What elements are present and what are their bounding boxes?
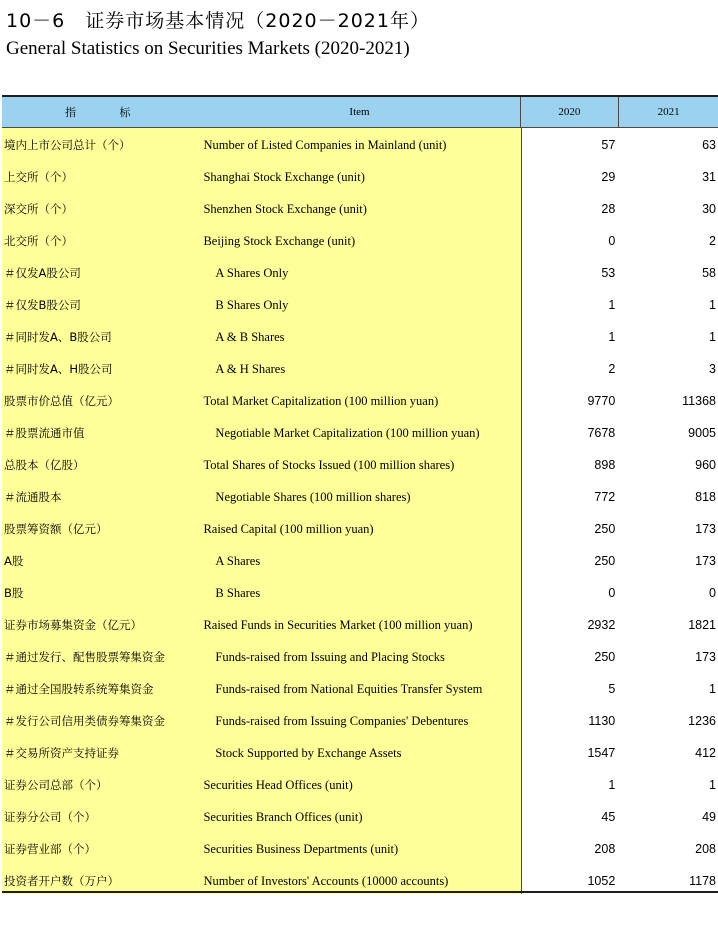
table-row — [2, 609, 718, 641]
row-item-en: Funds-raised from Issuing and Placing Stocks — [215, 649, 445, 664]
table-row — [2, 289, 718, 321]
table-row — [2, 129, 718, 161]
row-item-en: Securities Branch Offices (unit) — [203, 809, 363, 824]
header-2021: 2021 — [618, 97, 718, 127]
row-value-2020: 2932 — [587, 618, 616, 632]
table-row — [2, 225, 718, 257]
row-value-2020: 1 — [608, 298, 616, 312]
table-row — [2, 545, 718, 577]
row-value-2021: 818 — [695, 490, 716, 504]
page-title-chinese: 10－6 证券市场基本情况（2020－2021年） — [6, 10, 430, 32]
row-value-2021: 0 — [709, 586, 716, 600]
table-row — [2, 161, 718, 193]
row-item-en: A Shares — [215, 553, 261, 568]
row-item-en: B Shares Only — [215, 297, 289, 312]
row-value-2020: 898 — [594, 458, 616, 472]
row-value-2020: 29 — [601, 170, 616, 184]
row-item-en: A & B Shares — [215, 329, 285, 344]
row-value-2020: 250 — [594, 554, 616, 568]
row-indicator-cn: ＃仅发A股公司 — [4, 266, 81, 280]
row-value-2020: 45 — [601, 810, 616, 824]
table-row — [2, 513, 718, 545]
row-item-en: Negotiable Market Capitalization (100 million yuan) — [215, 425, 480, 440]
row-value-2020: 2 — [608, 362, 616, 376]
row-indicator-cn: ＃股票流通市值 — [4, 426, 85, 440]
table-body — [2, 128, 718, 897]
row-value-2020: 1 — [608, 778, 616, 792]
row-indicator-cn: A股 — [4, 554, 24, 568]
row-item-en: Funds-raised from National Equities Transfer System — [215, 681, 483, 696]
row-indicator-cn: 北交所（个） — [4, 234, 73, 248]
table-row — [2, 385, 718, 417]
row-indicator-cn: 股票市价总值（亿元） — [4, 394, 119, 408]
page-title-english: General Statistics on Securities Markets (2020-2021) — [6, 38, 410, 59]
row-indicator-cn: 证券市场募集资金（亿元） — [4, 618, 142, 632]
row-value-2021: 1 — [709, 298, 716, 312]
row-value-2020: 0 — [608, 586, 616, 600]
row-value-2021: 1178 — [689, 874, 716, 888]
row-value-2020: 7678 — [587, 426, 616, 440]
row-value-2020: 53 — [601, 266, 616, 280]
row-value-2020: 0 — [608, 234, 616, 248]
row-value-2021: 412 — [695, 746, 716, 760]
row-item-en: Shenzhen Stock Exchange (unit) — [203, 201, 367, 216]
header-2020: 2020 — [520, 97, 619, 127]
row-value-2021: 173 — [695, 650, 716, 664]
row-value-2021: 63 — [702, 138, 716, 152]
table-row — [2, 577, 718, 609]
table-row — [2, 737, 718, 769]
row-value-2020: 1130 — [588, 714, 616, 728]
row-item-en: Total Shares of Stocks Issued (100 million shares) — [203, 457, 455, 472]
table-rows — [2, 128, 718, 897]
row-value-2021: 1 — [709, 682, 716, 696]
row-indicator-cn: 证券公司总部（个） — [4, 778, 108, 792]
row-item-en: Total Market Capitalization (100 million yuan) — [203, 393, 439, 408]
row-value-2021: 173 — [695, 522, 716, 536]
row-value-2020: 1547 — [587, 746, 616, 760]
row-item-en: Shanghai Stock Exchange (unit) — [203, 169, 365, 184]
row-value-2021: 1 — [709, 778, 716, 792]
row-indicator-cn: 境内上市公司总计（个） — [4, 138, 131, 152]
row-item-en: Raised Capital (100 million yuan) — [203, 521, 374, 536]
row-indicator-cn: ＃同时发A、B股公司 — [4, 330, 112, 344]
row-indicator-cn: ＃通过发行、配售股票筹集资金 — [4, 650, 165, 664]
row-item-en: Beijing Stock Exchange (unit) — [203, 233, 356, 248]
row-value-2021: 58 — [702, 266, 716, 280]
row-value-2021: 1 — [709, 330, 716, 344]
row-indicator-cn: 股票筹资额（亿元） — [4, 522, 108, 536]
row-item-en: A Shares Only — [215, 265, 289, 280]
row-item-en: Number of Listed Companies in Mainland (unit) — [203, 137, 447, 152]
row-item-en: B Shares — [215, 585, 261, 600]
table-row — [2, 481, 718, 513]
row-indicator-cn: 投资者开户数（万户） — [4, 874, 119, 888]
table-row — [2, 417, 718, 449]
row-indicator-cn: ＃交易所资产支持证券 — [4, 746, 119, 760]
table-row — [2, 321, 718, 353]
row-indicator-cn: 总股本（亿股） — [4, 458, 85, 472]
row-value-2020: 9770 — [587, 394, 616, 408]
table-row — [2, 193, 718, 225]
header-item: Item — [349, 106, 370, 118]
row-value-2021: 1236 — [688, 714, 716, 728]
row-value-2020: 250 — [594, 522, 616, 536]
row-value-2021: 960 — [695, 458, 716, 472]
row-value-2021: 3 — [709, 362, 716, 376]
row-value-2020: 57 — [601, 138, 616, 152]
table-row — [2, 801, 718, 833]
header-indicator: 指 标 — [64, 106, 151, 119]
bottom-rule — [2, 891, 718, 893]
row-indicator-cn: ＃发行公司信用类债券筹集资金 — [4, 714, 165, 728]
table-row — [2, 353, 718, 385]
table-row — [2, 833, 718, 865]
row-value-2021: 49 — [702, 810, 716, 824]
row-value-2021: 11368 — [682, 394, 716, 408]
row-indicator-cn: 上交所（个） — [4, 170, 73, 184]
row-indicator-cn: ＃同时发A、H股公司 — [4, 362, 113, 376]
row-indicator-cn: 深交所（个） — [4, 202, 73, 216]
row-value-2020: 1052 — [587, 874, 616, 888]
row-indicator-cn: 证券分公司（个） — [4, 810, 96, 824]
row-value-2020: 5 — [608, 682, 616, 696]
row-value-2021: 208 — [695, 842, 716, 856]
table-row — [2, 449, 718, 481]
table-row — [2, 705, 718, 737]
row-indicator-cn: ＃通过全国股转系统筹集资金 — [4, 682, 154, 696]
row-value-2021: 173 — [695, 554, 716, 568]
row-indicator-cn: B股 — [4, 586, 24, 600]
row-value-2020: 208 — [594, 842, 616, 856]
row-value-2021: 2 — [709, 234, 716, 248]
row-item-en: Stock Supported by Exchange Assets — [215, 745, 402, 760]
row-item-en: Securities Head Offices (unit) — [203, 777, 353, 792]
row-indicator-cn: ＃仅发B股公司 — [4, 298, 81, 312]
row-value-2020: 772 — [594, 490, 616, 504]
row-item-en: Number of Investors' Accounts (10000 accounts) — [203, 873, 449, 888]
securities-table — [2, 95, 718, 897]
table-row — [2, 641, 718, 673]
row-value-2020: 28 — [601, 202, 616, 216]
row-value-2021: 31 — [702, 170, 716, 184]
row-item-en: Funds-raised from Issuing Companies' Debentures — [215, 713, 469, 728]
row-value-2021: 1821 — [688, 618, 716, 632]
row-value-2021: 30 — [702, 202, 716, 216]
row-value-2020: 250 — [594, 650, 616, 664]
table-header — [2, 95, 718, 128]
row-value-2020: 1 — [608, 330, 616, 344]
table-row — [2, 257, 718, 289]
row-value-2021: 9005 — [688, 426, 716, 440]
table-row — [2, 673, 718, 705]
row-item-en: Negotiable Shares (100 million shares) — [215, 489, 411, 504]
row-item-en: Raised Funds in Securities Market (100 million yuan) — [203, 617, 473, 632]
row-item-en: A & H Shares — [215, 361, 286, 376]
row-item-en: Securities Business Departments (unit) — [203, 841, 399, 856]
row-indicator-cn: ＃流通股本 — [4, 490, 62, 504]
row-indicator-cn: 证券营业部（个） — [4, 842, 96, 856]
table-row — [2, 769, 718, 801]
